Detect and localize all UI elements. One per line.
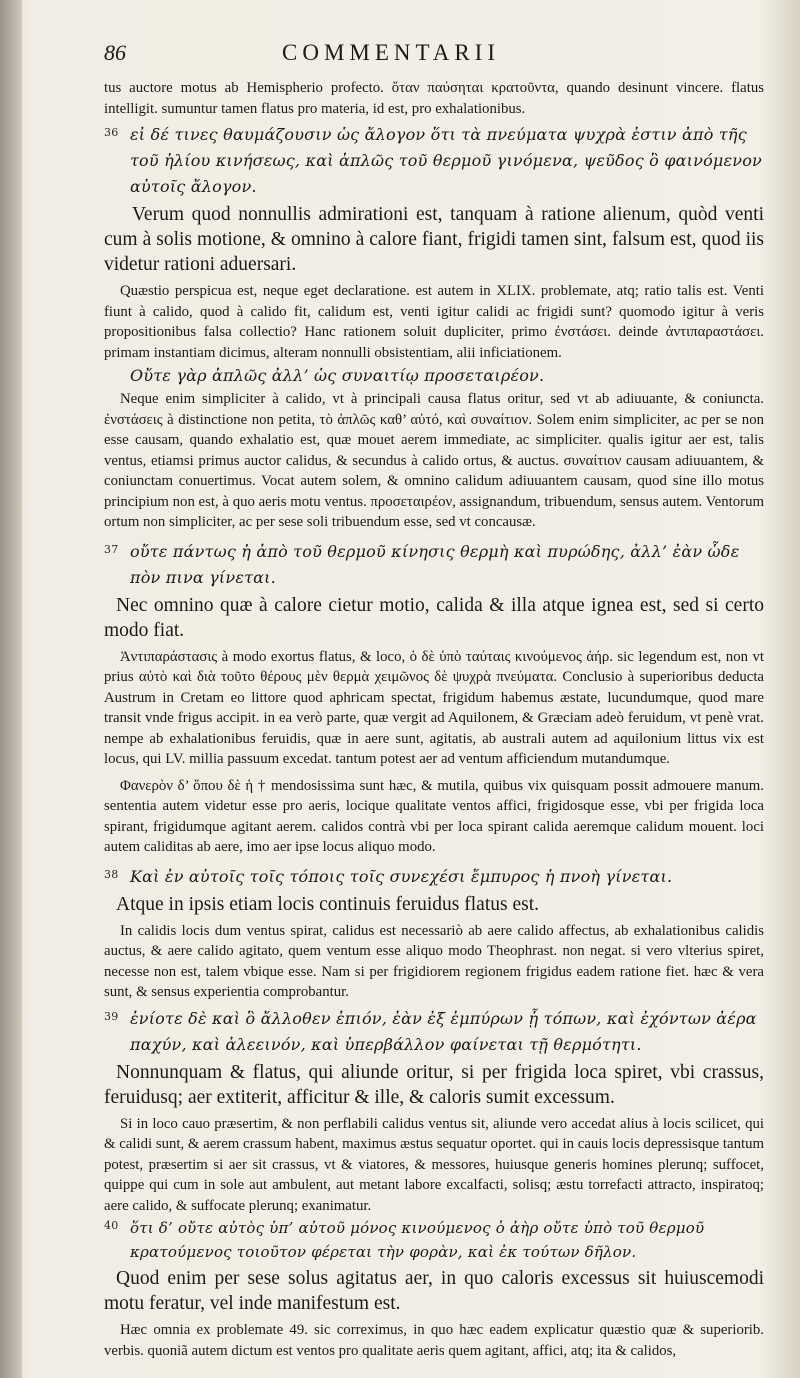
latin-translation: Quod enim per sese solus agitatus aer, in quo caloris excessus sit huiuscemodi motu feratur, vel inde manifestum est. — [104, 1268, 764, 1314]
greek-lemma — [104, 539, 764, 591]
greek-text: ὅτι δ’ οὔτε αὐτὸς ὑπ’ αὐτοῦ μόνος κινούμενος ὁ ἀὴρ οὔτε ὑπὸ τοῦ θερμοῦ κρατούμενος τοιοῦτον φέρεται τὴν φορὰν, καὶ ἐκ τούτων δῆλον. — [130, 1219, 705, 1261]
lemma-number: 39 — [104, 1009, 119, 1023]
lemma-number: 38 — [104, 867, 119, 881]
lemma-number: 37 — [104, 542, 119, 556]
latin-translation: Atque in ipsis etiam locis continuis feruidus flatus est. — [116, 893, 539, 915]
greek-text: Καὶ ἐν αὐτοῖς τοῖς τόποις τοῖς συνεχέσι ἔμπυρος ἡ πνοὴ γίνεται. — [130, 866, 673, 886]
page-number: 86 — [104, 40, 126, 65]
commentary-note: Φανερὸν δ’ ὅπου δὲ ἡ † mendosissima sunt hæc, & mutila, quibus vix quisquam possit admouere manum. sententia autem videtur esse pro aeris, locique qualitate ventos affici, frigidosque esse, vbi per frigida loca spirant, frigidumque agitant aerem. calidos contrà vbi per loca spirant calida aeremque calidum mouent. loci autem caliditas ab aere, imo aer ipse locus aliquo modo. — [104, 777, 764, 855]
greek-lemma — [104, 363, 764, 389]
greek-lemma — [104, 864, 764, 890]
latin-translation: Nec omnino quæ à calore cietur motio, calida & illa atque ignea est, sed si certo modo fiat. — [104, 594, 764, 641]
latin-translation: Nonnunquam & flatus, qui aliunde oritur, si per frigida loca spiret, vbi crassus, feruidusq; aer extiterit, afficitur & ille, & caloris sumit excessum. — [104, 1061, 764, 1108]
commentary-note: In calidis locis dum ventus spirat, calidus est necessariò ab aere calido affectus, ab exhalationibus calidis auctus, & aere calido agitato, quem ventum esse aliquo modo Theophrast. non negat. si vero vlterius spiret, necesse non est, talem vbique esse. Nam si per frigidiorem regionem frigidus eadem ratione fiet. hæc & vera sunt, & sensus experientia comprobantur. — [104, 922, 764, 1000]
greek-text: οὔτε πάντως ἡ ἀπὸ τοῦ θερμοῦ κίνησις θερμὴ καὶ πυρώδης, ἀλλ’ ἐὰν ὧδε πὸν πινα γίνεται. — [130, 541, 740, 587]
lemma-number: 36 — [104, 126, 119, 139]
greek-lemma — [104, 1216, 764, 1264]
commentary-note: Quæstio perspicua est, neque eget declaratione. est autem in XLIX. problemate, atq; ratio talis est. Venti fiunt à calido, quod à calido fit, calidum est, venti igitur calidi ac frigidi sunt? quomodo igitur à veris propositionibus falsa collectio? Hanc rationem soluit dupliciter, primo ἐνστάσει. deinde ἀντιπαραστάσει. primam instantiam dicimus, alteram nonnulli obsistentiam, alii inficiationem. — [104, 283, 764, 361]
binding-gutter — [0, 0, 22, 1378]
running-head: COMMENTARII — [282, 40, 500, 65]
lemma-number: 40 — [104, 1219, 119, 1232]
greek-text: ἐνίοτε δὲ καὶ ὃ ἄλλοθεν ἐπιόν, ἐὰν ἐξ ἐμπύρων ᾖ τόπων, καὶ ἐχόντων ἀέρα παχύν, καὶ ἀλεεινόν, καὶ ὑπερβάλλον φαίνεται τῇ θερμότητι. — [130, 1008, 757, 1054]
latin-translation: Verum quod nonnullis admirationi est, tanquam à ratione alienum, quòd venti cum à solis motione, & omnino à calore fiant, frigidi tamen sint, falsum est, quod iis videtur rationi aduersari. — [104, 204, 764, 275]
commentary-note: Hæc omnia ex problemate 49. sic correximus, in quo hæc eadem explicatur quæstio quæ & superiorib. verbis. quoniã autem dictum est ventos pro qualitate aeris quem agitant, affici, atq; ita & calidos, — [104, 1322, 764, 1359]
greek-text: Οὔτε γὰρ ἁπλῶς ἀλλ’ ὡς συναιτίῳ προσεταιρέον. — [130, 366, 545, 385]
commentary-note: Neque enim simpliciter à calido, vt à principali causa flatus oritur, sed vt ab adiuuante, & coniuncta. ἐνστάσεις à distinctione non petita, τὸ ἁπλῶς καθ’ αὑτό, καὶ συναίτιον. Solem enim simpliciter, ac per se non esse causam, quando exhalatio est, quæ mouet aerem immediate, ac simpliciter. qualis igitur aer est, talis ventus, etiamsi primus auctor calidus, & secundus à calido ortus, & auctus. συναίτιον causam adiuuantem, & coniunctam conuertimus. Vocat autem solem, & omnino calidum adiuuantem causam, quod sine illo motus principium non est, à quo aeris motu ventus. προσεταιρέον, assignandum, tribuendum, sensus autem. Ventorum ortum non simpliciter, ac per sese soli tribuendum esse, sed vt concausæ. — [104, 391, 764, 530]
greek-lemma — [104, 122, 764, 200]
commentary-note: Ἀντιπαράστασις à modo exortus flatus, & loco, ὁ δὲ ὑπὸ ταύταις κινούμενος ἀήρ. sic legendum est, non vt prius αὐτὸ καὶ διὰ τοῦτο θέρους μὲν θερμὰ χειμῶνος δὲ ψυχρὰ πνεύματα. Conclusio à superioribus deducta Austrum in Cretam eo littore quod aphricam spectat, frigidum habemus æstate, lucundumque, quod mare transit vnde frigus accipit. in ea verò parte, quæ vergit ad Aquilonem, & Græciam adeò feruidum, vt penè vrat. nempe ab exhalationibus feruidis, quæ in aere sunt, agitatis, ab australi autem ad aquilonium littus vix est locus, qui LV. millia passuum excedat. tantum potest aer ad ventum afficiendum mutandumque. — [104, 648, 764, 767]
commentary-note: Si in loco cauo præsertim, & non perflabili calidus ventus sit, aliunde vero accedat alius à locis scilicet, qui & calidi sunt, & aerem crassum habent, maximus æstus sequatur oportet. qui in cauis locis depressisque tantum potest, præsertim si aer sit crassus, vt & viatores, & messores, huiusque generis homines plerunq; suffocet, quippe qui cum in sole aut ambulent, aut metant labore excalfacti, solisq; æstu torrefacti attracto, inspiratoq; aere calido, & suffocate plerunq; exanimatur. — [104, 1115, 764, 1214]
page-header — [104, 40, 764, 74]
greek-text: εἰ δέ τινες θαυμάζουσιν ὡς ἄλογον ὅτι τὰ πνεύματα ψυχρὰ ἐστιν ἀπὸ τῆς τοῦ ἡλίου κινήσεως, καὶ ἁπλῶς τοῦ θερμοῦ γινόμενα, ψεῦδος ὃ φαινόμενον αὐτοῖς ἄλογον. — [130, 125, 762, 196]
commentary-note: tus auctore motus ab Hemispherio profecto. ὅταν παύσηται κρατοῦντα, quando desinunt vincere. flatus intelligit. sumuntur tamen flatus pro materia, id est, pro exhalationibus. — [104, 80, 764, 117]
greek-lemma — [104, 1006, 764, 1058]
